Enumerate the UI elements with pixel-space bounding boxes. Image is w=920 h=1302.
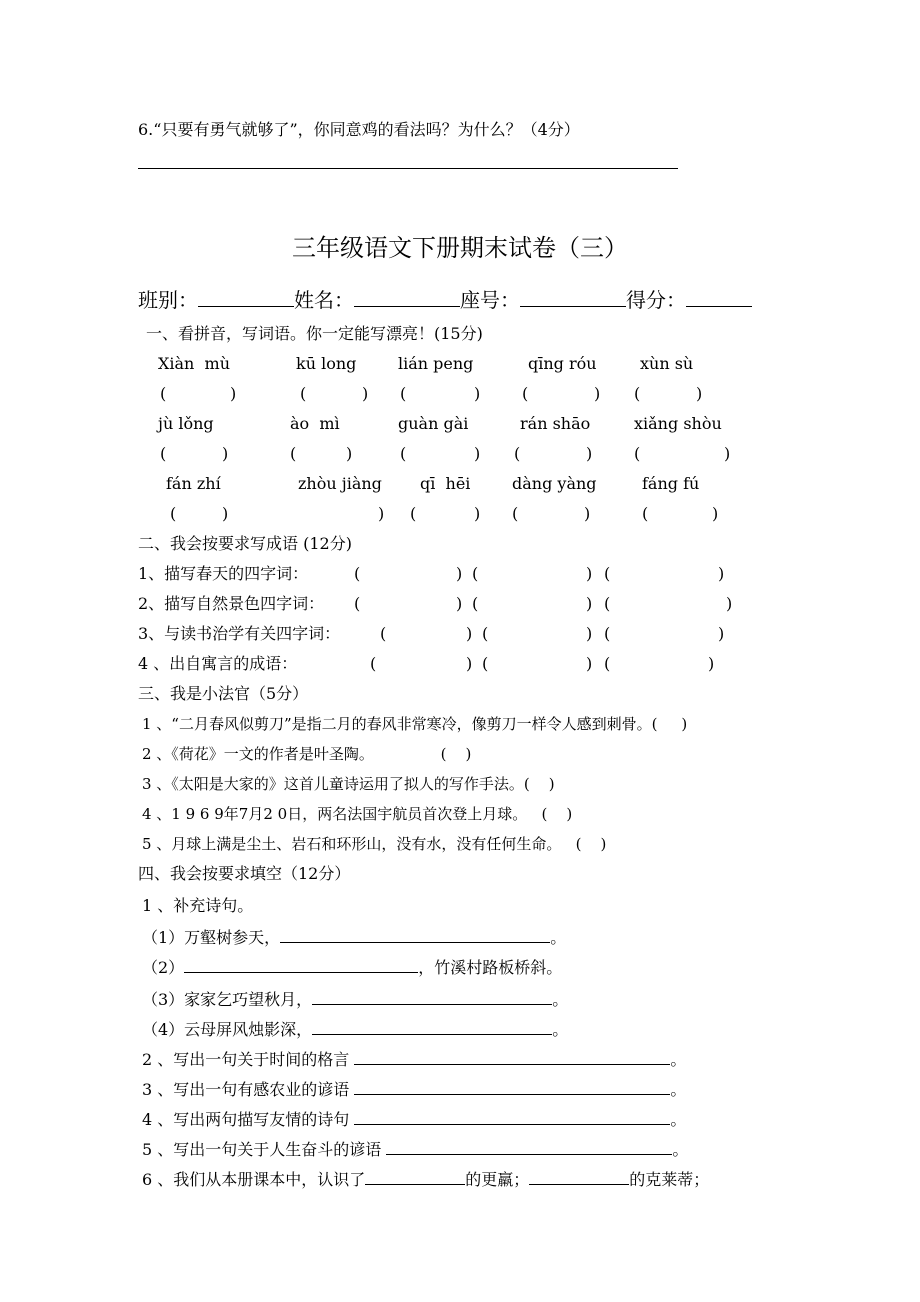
answer-blank[interactable] — [280, 926, 550, 943]
pinyin: jù lǒng — [158, 414, 214, 433]
answer-bracket-open: ( — [160, 444, 167, 463]
answer-bracket-open: ( — [642, 504, 649, 523]
fill-question — [142, 1138, 688, 1160]
answer-blank[interactable] — [365, 1168, 465, 1185]
poem-end: 。 — [552, 1020, 569, 1039]
poem-line — [142, 956, 562, 978]
poem-end: 。 — [550, 928, 567, 947]
answer-bracket-close: ) — [474, 384, 481, 403]
section-4-title: 四、我会按要求填空（12分） — [138, 864, 351, 883]
answer-bracket-open: ( — [482, 624, 489, 643]
answer-bracket-close: ) — [584, 504, 591, 523]
question-text: 的更羸； — [465, 1170, 530, 1189]
answer-bracket-open: ( — [400, 444, 407, 463]
answer-bracket-open: ( — [604, 594, 611, 613]
answer-bracket-open: ( — [604, 654, 611, 673]
pinyin: fán zhí — [166, 474, 221, 493]
answer-bracket-close: ) — [586, 594, 593, 613]
poem-text: （2） — [142, 958, 185, 977]
poem-line — [142, 988, 568, 1010]
answer-bracket-close: ) — [712, 504, 719, 523]
poem-text: （1）万壑树参天， — [142, 928, 281, 947]
poem-end: 。 — [552, 990, 569, 1009]
answer-bracket-open: ( — [634, 384, 641, 403]
judgement-item: 2 、《荷花》一文的作者是叶圣陶。 ( ) — [142, 745, 472, 763]
student-info-row — [138, 286, 752, 312]
answer-bracket-close: ) — [718, 624, 725, 643]
answer-bracket-close: ) — [586, 444, 593, 463]
question-end: 。 — [672, 1140, 689, 1159]
answer-blank[interactable] — [529, 1168, 629, 1185]
answer-blank[interactable] — [312, 988, 552, 1005]
answer-bracket-open: ( — [380, 624, 387, 643]
pinyin: fáng fú — [642, 474, 700, 493]
question-text: 的克莱蒂； — [629, 1170, 710, 1189]
answer-blank[interactable] — [184, 956, 418, 973]
question-end: 。 — [670, 1080, 687, 1099]
section-2-title: 二、我会按要求写成语 (12分) — [138, 534, 352, 553]
class-field[interactable] — [198, 286, 294, 307]
poem-text: （3）家家乞巧望秋月， — [142, 990, 313, 1009]
answer-bracket-open: ( — [410, 504, 417, 523]
idiom-question: 3、与读书治学有关四字词： — [138, 624, 341, 643]
answer-bracket-open: ( — [522, 384, 529, 403]
poem-line — [142, 926, 566, 948]
exam-title: 三年级语文下册期末试卷（三） — [292, 234, 628, 262]
answer-bracket-open: ( — [634, 444, 641, 463]
name-field[interactable] — [354, 286, 460, 307]
answer-bracket-close: ) — [456, 564, 463, 583]
class-label: 班别： — [138, 288, 198, 312]
answer-blank[interactable] — [354, 1048, 670, 1065]
poem-text: （4）云母屏风烛影深， — [142, 1020, 313, 1039]
answer-bracket-open: ( — [400, 384, 407, 403]
question-text: 4 、写出两句描写友情的诗句 — [142, 1110, 355, 1129]
answer-bracket-close: ) — [346, 444, 353, 463]
answer-blank[interactable] — [386, 1138, 672, 1155]
question-end: 。 — [670, 1050, 687, 1069]
pinyin: guàn gài — [398, 414, 469, 433]
answer-bracket-open: ( — [300, 384, 307, 403]
answer-bracket-close: ) — [222, 444, 229, 463]
answer-bracket-open: ( — [472, 594, 479, 613]
name-label: 姓名： — [294, 288, 354, 312]
answer-bracket-close: ) — [466, 654, 473, 673]
answer-bracket-close: ) — [586, 624, 593, 643]
score-field[interactable] — [686, 286, 752, 307]
judgement-item: 4 、1 9 6 9年7月2 0日，两名法国宇航员首次登上月球。 ( ) — [142, 805, 573, 823]
pinyin: lián peng — [398, 354, 474, 373]
answer-bracket-close: ) — [586, 564, 593, 583]
answer-bracket-open: ( — [160, 384, 167, 403]
answer-bracket-open: ( — [482, 654, 489, 673]
answer-bracket-open: ( — [512, 504, 519, 523]
pinyin: zhòu jiàng — [298, 474, 382, 493]
question-text: 5 、写出一句关于人生奋斗的谚语 — [142, 1140, 387, 1159]
answer-bracket-open: ( — [354, 594, 361, 613]
answer-bracket-open: ( — [370, 654, 377, 673]
answer-bracket-close: ) — [378, 504, 385, 523]
fill-question — [142, 1168, 709, 1190]
judgement-item: 1 、“二月春风似剪刀”是指二月的春风非常寒冷，像剪刀一样令人感到刺骨。( ) — [142, 715, 688, 733]
answer-bracket-close: ) — [724, 444, 731, 463]
poem-line — [142, 1018, 568, 1040]
question-text: 6 、我们从本册课本中，认识了 — [142, 1170, 366, 1189]
answer-bracket-close: ) — [474, 444, 481, 463]
answer-bracket-close: ) — [222, 504, 229, 523]
answer-bracket-close: ) — [362, 384, 369, 403]
pinyin: qī hēi — [420, 474, 471, 493]
poem-end: ，竹溪村路板桥斜。 — [418, 958, 563, 977]
idiom-question: 2、描写自然景色四字词： — [138, 594, 325, 613]
answer-bracket-close: ) — [726, 594, 733, 613]
answer-line[interactable] — [138, 168, 678, 169]
idiom-question: 4 、出自寓言的成语： — [138, 654, 298, 673]
answer-bracket-close: ) — [586, 654, 593, 673]
seat-field[interactable] — [520, 286, 626, 307]
judgement-item: 5 、月球上满是尘土、岩石和环形山，没有水，没有任何生命。 ( ) — [142, 835, 607, 853]
answer-bracket-close: ) — [718, 564, 725, 583]
judgement-item: 3 、《太阳是大家的》这首儿童诗运用了拟人的写作手法。( ) — [142, 775, 555, 793]
answer-bracket-open: ( — [514, 444, 521, 463]
fill-question — [142, 1048, 686, 1070]
idiom-question: 1、描写春天的四字词： — [138, 564, 309, 583]
question-end: 。 — [670, 1110, 687, 1129]
question-text: 3 、写出一句有感农业的谚语 — [142, 1080, 355, 1099]
answer-bracket-open: ( — [472, 564, 479, 583]
pinyin: Xiàn mù — [158, 354, 230, 373]
answer-bracket-open: ( — [604, 564, 611, 583]
question-text: 2 、写出一句关于时间的格言 — [142, 1050, 355, 1069]
answer-bracket-open: ( — [290, 444, 297, 463]
answer-blank[interactable] — [312, 1018, 552, 1035]
fill-question — [142, 1078, 686, 1100]
answer-bracket-close: ) — [696, 384, 703, 403]
answer-bracket-open: ( — [604, 624, 611, 643]
answer-blank[interactable] — [354, 1078, 670, 1095]
pinyin: xùn sù — [640, 354, 694, 373]
pinyin: qīng róu — [528, 354, 597, 373]
answer-bracket-open: ( — [170, 504, 177, 523]
section-3-title: 三、我是小法官（5分） — [138, 684, 309, 703]
pinyin: kū long — [296, 354, 357, 373]
score-label: 得分： — [626, 288, 686, 312]
pinyin: dàng yàng — [512, 474, 597, 493]
previous-question-6: 6.“只要有勇气就够了”，你同意鸡的看法吗？为什么？（4分） — [138, 120, 580, 139]
answer-bracket-close: ) — [456, 594, 463, 613]
answer-bracket-close: ) — [708, 654, 715, 673]
answer-blank[interactable] — [354, 1108, 670, 1125]
answer-bracket-open: ( — [354, 564, 361, 583]
pinyin: ào mì — [290, 414, 340, 433]
pinyin: rán shāo — [520, 414, 591, 433]
answer-bracket-close: ) — [474, 504, 481, 523]
seat-label: 座号： — [460, 288, 520, 312]
answer-bracket-close: ) — [466, 624, 473, 643]
fill-question — [142, 1108, 686, 1130]
section-1-title: 一、看拼音，写词语。你一定能写漂亮！(15分) — [146, 324, 483, 343]
answer-bracket-close: ) — [230, 384, 237, 403]
pinyin: xiǎng shòu — [634, 414, 722, 433]
fill-subtitle: 1 、补充诗句。 — [142, 896, 254, 915]
answer-bracket-close: ) — [594, 384, 601, 403]
